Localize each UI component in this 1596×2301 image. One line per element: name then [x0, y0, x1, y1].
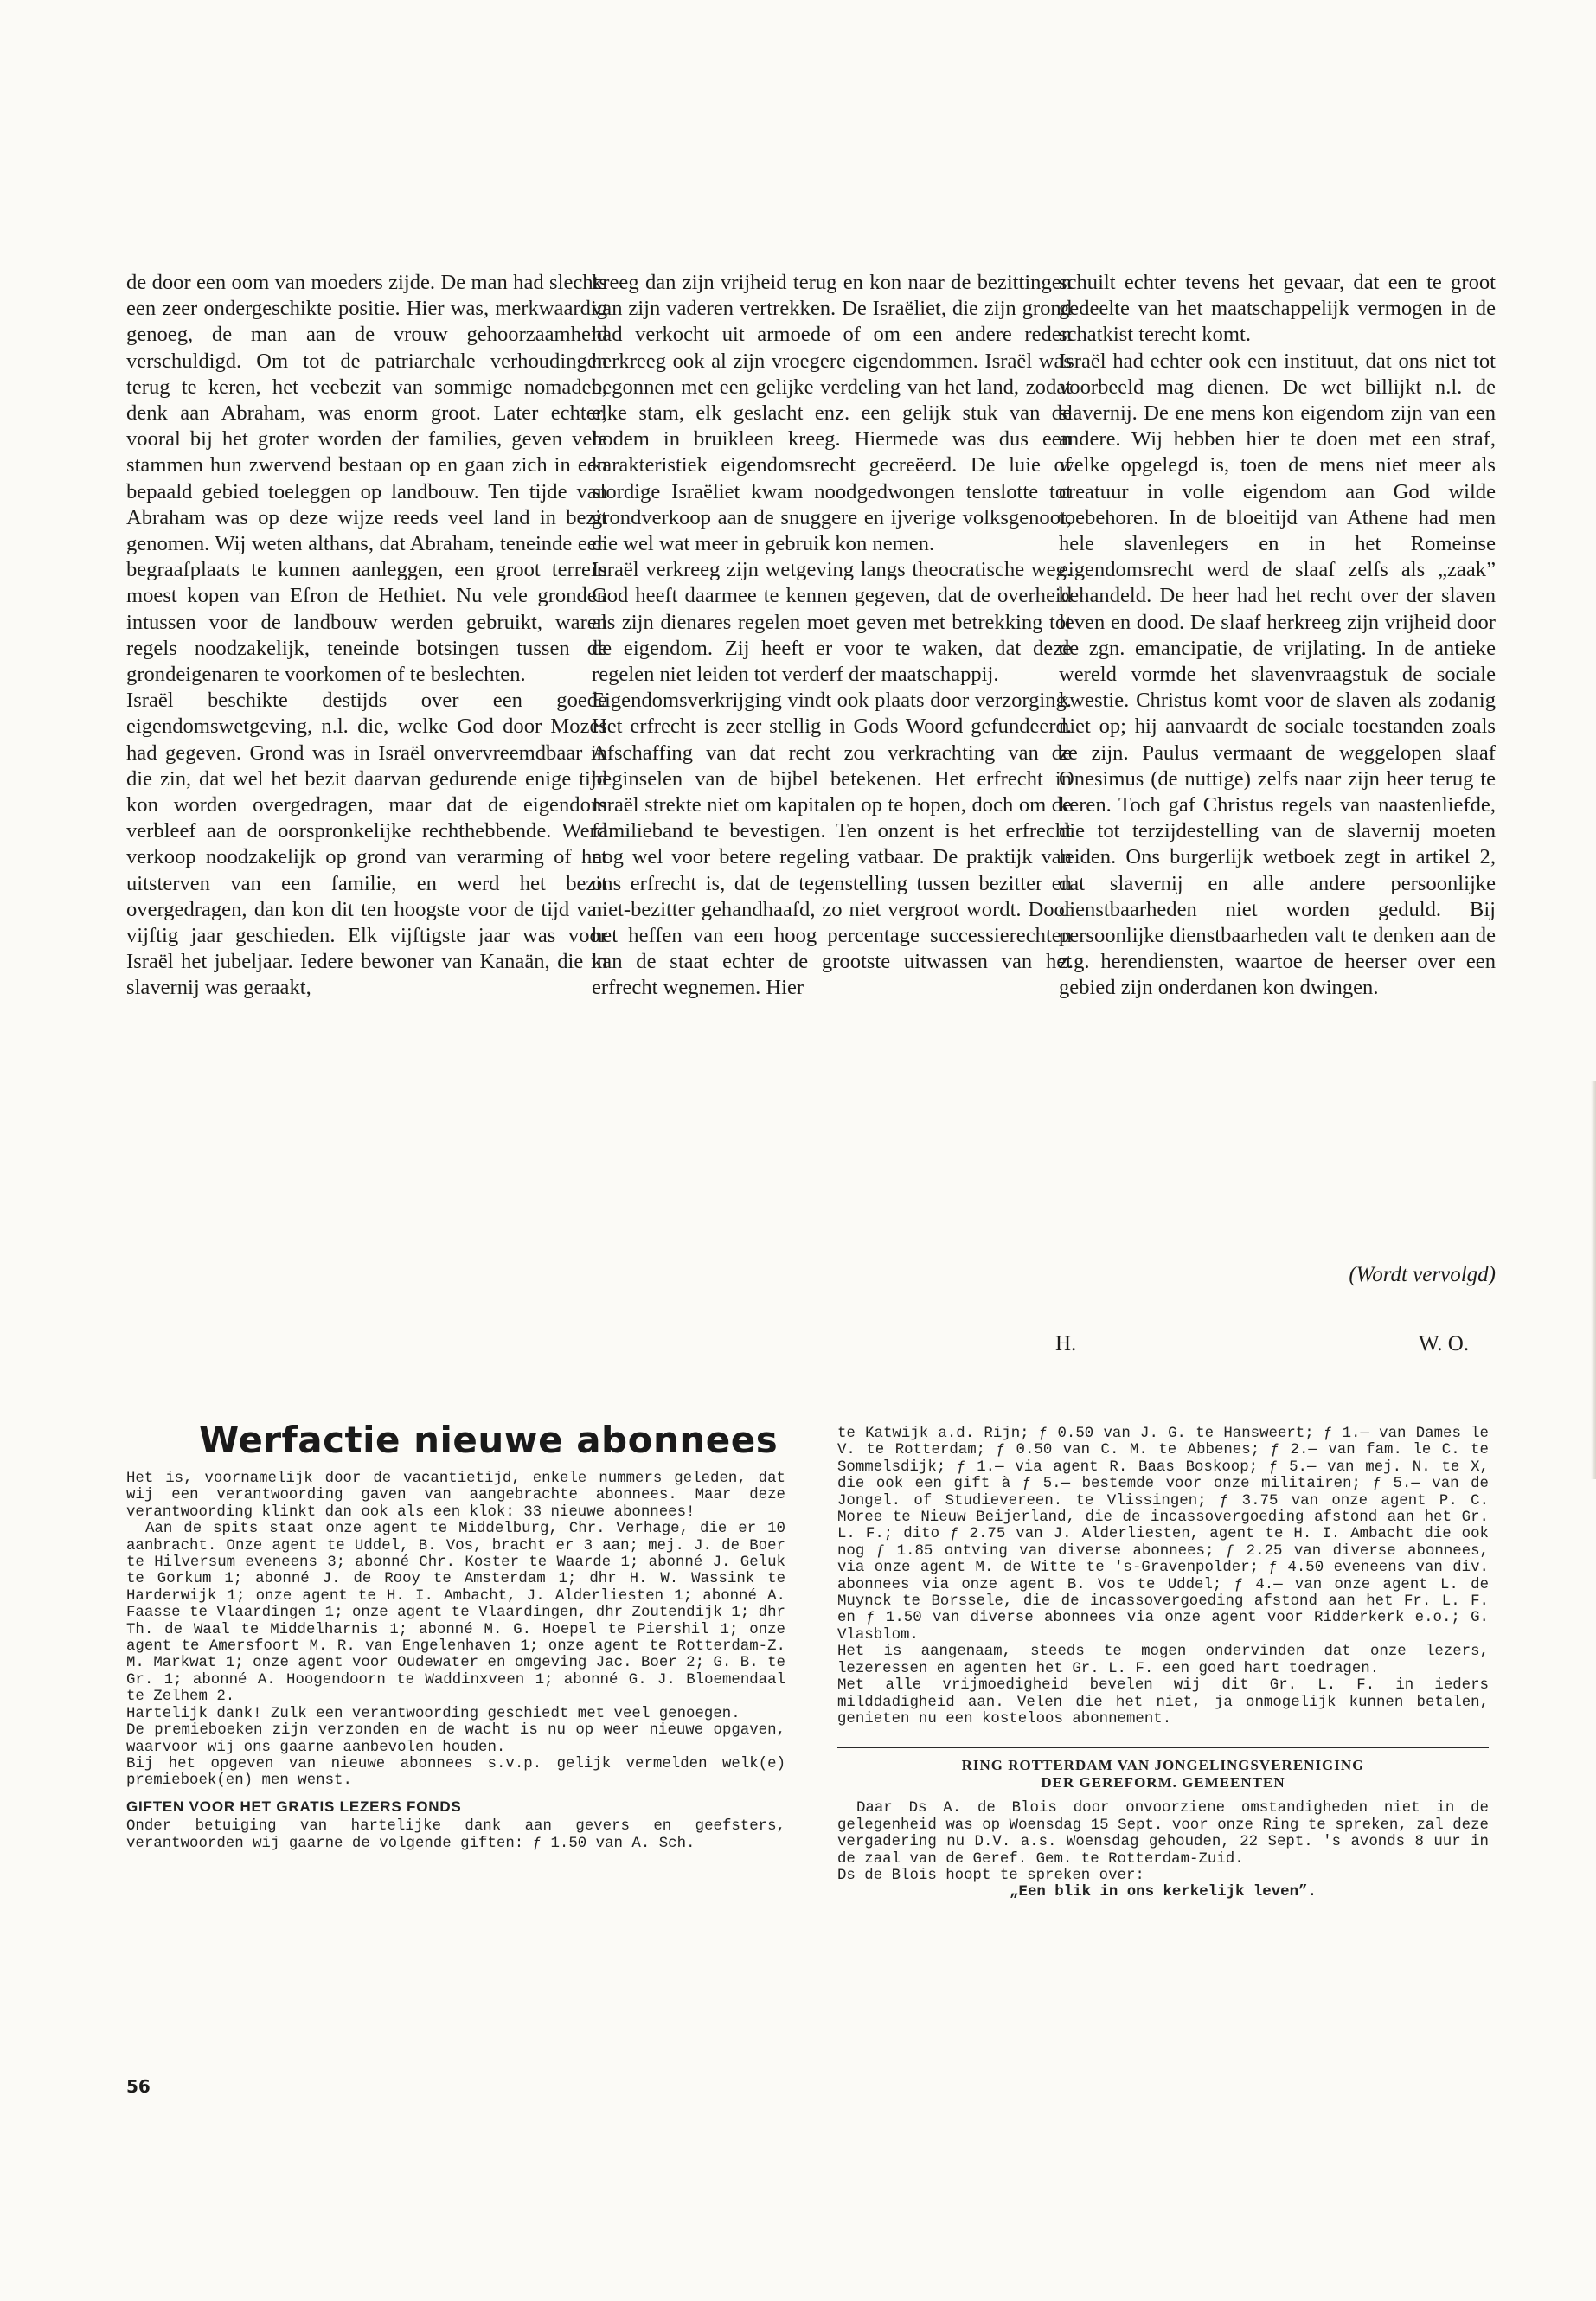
- giften-text: Onder betuiging van hartelijke dank aan gevers en geefsters, verantwoorden wij gaarne de volgende giften: ƒ 1.50 van A. Sch.: [126, 1818, 785, 1852]
- werfactie-premie: De premieboeken zijn verzonden en de wacht is nu op weer nieuwe opgaven, waarvoor wij ons gaarne aanbevolen houden.: [126, 1722, 785, 1756]
- werfactie-opgeven: Bij het opgeven van nieuwe abonnees s.v.p. gelijk vermelden welk(e) premieboek(en) men wenst.: [126, 1755, 785, 1790]
- article-paragraph: de door een oom van moeders zijde. De man had slechts een zeer ondergeschikte positie. Hier was, merkwaardig genoeg, de man aan de vrouw gehoorzaamheid verschuldigd. Om tot de patriarchale verhoudingen terug te keren, het veebezit van sommige nomaden, denk aan Abraham, was enorm groot. Later echter, vooral bij het groter worden der families, geven vele stammen hun zwervend bestaan op en gaan zich in een bepaald gebied toeleggen op landbouw. Ten tijde van Abraham was op deze wijze reeds veel land in bezit genomen. Wij weten althans, dat Abraham, teneinde een begraafplaats te kunnen aanleggen, een groot terrein moest kopen van Efron de Hethiet. Nu vele gronden intussen voor de landbouw werden gebruikt, waren regels noodzakelijk, teneinde botsingen tussen de grondeigenaren te voorkomen of te beslechten.: [126, 271, 607, 687]
- ring-speaker: Ds de Blois hoopt te spreken over:: [837, 1867, 1144, 1884]
- werfactie-headline: Werfactie nieuwe abonnees: [199, 1419, 779, 1461]
- ring-heading-line-1: RING ROTTERDAM VAN JONGELINGSVERENIGING: [961, 1757, 1365, 1774]
- werfactie-thanks: Hartelijk dank! Zulk een verantwoording geschiedt met veel genoegen.: [126, 1705, 740, 1722]
- author-initial-right: W. O.: [1419, 1332, 1470, 1356]
- ring-text: Daar Ds A. de Blois door onvoorziene omstandigheden niet in de gelegenheid was op Woensdag 15 Sept. voor onze Ring te spreken, zal deze vergadering nu D.V. a.s. Woensdag gehouden, 22 Sept. 's avonds 8 uur in de zaal van de Geref. Gem. te Rotterdam-Zuid.: [837, 1800, 1489, 1868]
- article-paragraph: Israël beschikte destijds over een goede eigendomswetgeving, n.l. die, welke God door Mozes had gegeven. Grond was in Israël onvervreemdbaar in die zin, dat wel het bezit daarvan gedurende enige tijd kon worden overgedragen, maar dat de eigendom verbleef aan de oorspronkelijke rechthebbende. Werd verkoop noodzakelijk op grond van verarming of het uitsterven van een familie, en werd het bezit overgedragen, dan kon dit ten hoogste voor de tijd van vijftig jaar geschieden. Elk vijftigste jaar was voor Israël het jubeljaar. Iedere bewoner van Kanaän, die in slavernij was geraakt,: [126, 689, 607, 1000]
- ring-topic: „Een blik in ons kerkelijk leven”.: [1010, 1884, 1317, 1901]
- page-edge-shadow: [1591, 1081, 1596, 1479]
- page-number: 56: [126, 2076, 151, 2097]
- author-initial-left: H.: [1055, 1332, 1077, 1356]
- article-paragraph: schuilt echter tevens het gevaar, dat een te groot gedeelte van het maatschappelijk vermogen in de schatkist terecht komt.: [1059, 271, 1496, 347]
- article-paragraph: Israël verkreeg zijn wetgeving langs theocratische weg. God heeft daarmee te kennen gegeven, dat de overheid als zijn dienares regelen moet geven met betrekking tot de eigendom. Zij heeft er voor te waken, dat deze regelen niet leiden tot verderf der maatschappij.: [592, 558, 1072, 687]
- giften-list: te Katwijk a.d. Rijn; ƒ 0.50 van J. G. te Hansweert; ƒ 1.— van Dames le V. te Rotterdam; ƒ 0.50 van C. M. te Abbenes; ƒ 2.— van fam. le C. te Sommelsdijk; ƒ 1.— via agent R. Baas Boskoop; ƒ 5.— van mej. N. te X, die ook een gift à ƒ 5.— bestemde voor onze militairen; ƒ 5.— van de Jongel. of Studievereen. te Vlissingen; ƒ 3.75 van onze agent P. C. Moree te Nieuw Beijerland, die de incassovergoeding afstond aan het Gr. L. F.; dito ƒ 2.75 van J. Alderliesten, agent te H. I. Ambacht die ook nog ƒ 1.85 ontving van diverse abonnees; ƒ 2.25 van diverse abonnees, via onze agent M. de Witte te 's-Gravenpolder; ƒ 4.50 eveneens van div. abonnees via onze agent B. Vos te Uddel; ƒ 4.— van onze agent L. de Muynck te Borssele, die de incassovergoeding afstond aan het Fr. L. F. en ƒ 1.50 van diverse abonnees via onze agent voor Ridderkerk e.o.; G. Vlasblom.: [837, 1426, 1489, 1644]
- giften-heading: GIFTEN VOOR HET GRATIS LEZERS FONDS: [126, 1798, 462, 1815]
- ring-heading: [837, 1747, 1489, 1791]
- article-paragraph: Israël had echter ook een instituut, dat ons niet tot voorbeeld mag dienen. De wet billijkt n.l. de slavernij. De ene mens kon eigendom zijn van een andere. Wij hebben hier te doen met een straf, welke opgelegd is, toen de mens niet meer als creatuur in volle eigendom aan God wilde toebehoren. In de bloeitijd van Athene had men hele slavenlegers en in het Romeinse eigendomsrecht werd de slaaf zelfs als „zaak” behandeld. De heer had het recht over der slaven leven en dood. De slaaf herkreeg zijn vrijheid door de zgn. emancipatie, de vrijlating. In de antieke wereld vormde het slavenvraagstuk de sociale kwestie. Christus komt voor de slaven als zodanig niet op; hij aanvaardt de sociale toestanden zoals ze zijn. Paulus vermaant de weggelopen slaaf Onesimus (de nuttige) zelfs naar zijn heer terug te keren. Toch gaf Christus regels van naastenliefde, die tot terzijdestelling van de slavernij moeten leiden. Ons burgerlijk wetboek zegt in artikel 2, dat slavernij en alle andere persoonlijke dienstbaarheden niet worden geduld. Bij persoonlijke dienstbaarheden valt te denken aan de z.g. herendiensten, waartoe de heerser over een gebied zijn onderdanen kon dwingen.: [1059, 349, 1496, 1000]
- werfactie-intro: Het is, voornamelijk door de vacantietijd, enkele nummers geleden, dat wij een verantwoording gaven van aangebrachte abonnees. Maar deze verantwoording klinkt dan ook als een klok: 33 nieuwe abonnees!: [126, 1471, 785, 1521]
- giften-blij: Het is aangenaam, steeds te mogen ondervinden dat onze lezers, lezeressen en agenten het Gr. L. F. een goed hart toedragen.: [837, 1644, 1489, 1677]
- werfactie-column: [126, 1471, 785, 1852]
- article-column-2: [592, 270, 1072, 1002]
- ring-heading-line-2: DER GEREFORM. GEMEENTEN: [1041, 1774, 1285, 1791]
- article-column-1: [126, 270, 607, 1002]
- article-column-3: [1059, 270, 1496, 1002]
- article-paragraph: kreeg dan zijn vrijheid terug en kon naar de bezittingen van zijn vaderen vertrekken. De Israëliet, die zijn grond had verkocht uit armoede of om een andere reden herkreeg ook al zijn vroegere eigendommen. Israël was begonnen met een gelijke verdeling van het land, zodat elke stam, elk geslacht enz. een gelijk stuk van de bodem in bruikleen kreeg. Hiermede was dus een karakteristiek eigendomsrecht gecreëerd. De luie of slordige Israëliet kwam noodgedwongen tenslotte tot grondverkoop aan de snuggere en ijverige volksgenoot, die wel wat meer in gebruik kon nemen.: [592, 271, 1072, 556]
- giften-mild: Met alle vrijmoedigheid bevelen wij dit Gr. L. F. in ieders milddadigheid aan. Velen die het niet, ja onmogelijk kunnen betalen, genieten nu een kosteloos abonnement.: [837, 1677, 1489, 1727]
- article-paragraph: Eigendomsverkrijging vindt ook plaats door verzorging. Het erfrecht is zeer stellig in Gods Woord gefundeerd. Afschaffing van dat recht zou verkrachting van de beginselen van de bijbel betekenen. Het erfrecht in Israël strekte niet om kapitalen op te hopen, doch om de familieband te bevestigen. Ten onzent is het erfrecht nog wel voor betere regeling vatbaar. De praktijk van ons erfrecht is, dat de tegenstelling tussen bezitter en niet-bezitter gehandhaafd, zo niet vergroot wordt. Door het heffen van een hoog percentage successierechten kan de staat echter de grootste uitwassen van het erfrecht wegnemen. Hier: [592, 689, 1072, 1000]
- continued-note: (Wordt vervolgd): [1349, 1263, 1496, 1286]
- werfactie-list: Aan de spits staat onze agent te Middelburg, Chr. Verhage, die er 10 aanbracht. Onze agent te Uddel, B. Vos, bracht er 3 aan; mej. J. de Boer te Hilversum eveneens 3; abonné Chr. Koster te Waarde 1; abonné J. Geluk te Gorkum 1; abonné J. de Rooy te Amsterdam 1; dhr H. W. Wassink te Harderwijk 1; onze agent te H. I. Ambacht, J. Alderliesten 1; abonné A. Faasse te Vlaardingen 1; onze agent te Vlaardingen, dhr Zoutendijk 1; dhr Th. de Waal te Middelharnis 1; abonné M. G. Hoepel te Piershil 1; onze agent te Amersfoort M. R. van Engelenhaven 1; onze agent te Rotterdam-Z. M. Markwat 1; onze agent voor Oudewater en omgeving Jac. Boer 2; G. B. te Gr. 1; abonné A. Hoogendoorn te Waddinxveen 1; abonné G. J. Bloemendaal te Zelhem 2.: [126, 1521, 785, 1706]
- giften-continued-column: [837, 1426, 1489, 1901]
